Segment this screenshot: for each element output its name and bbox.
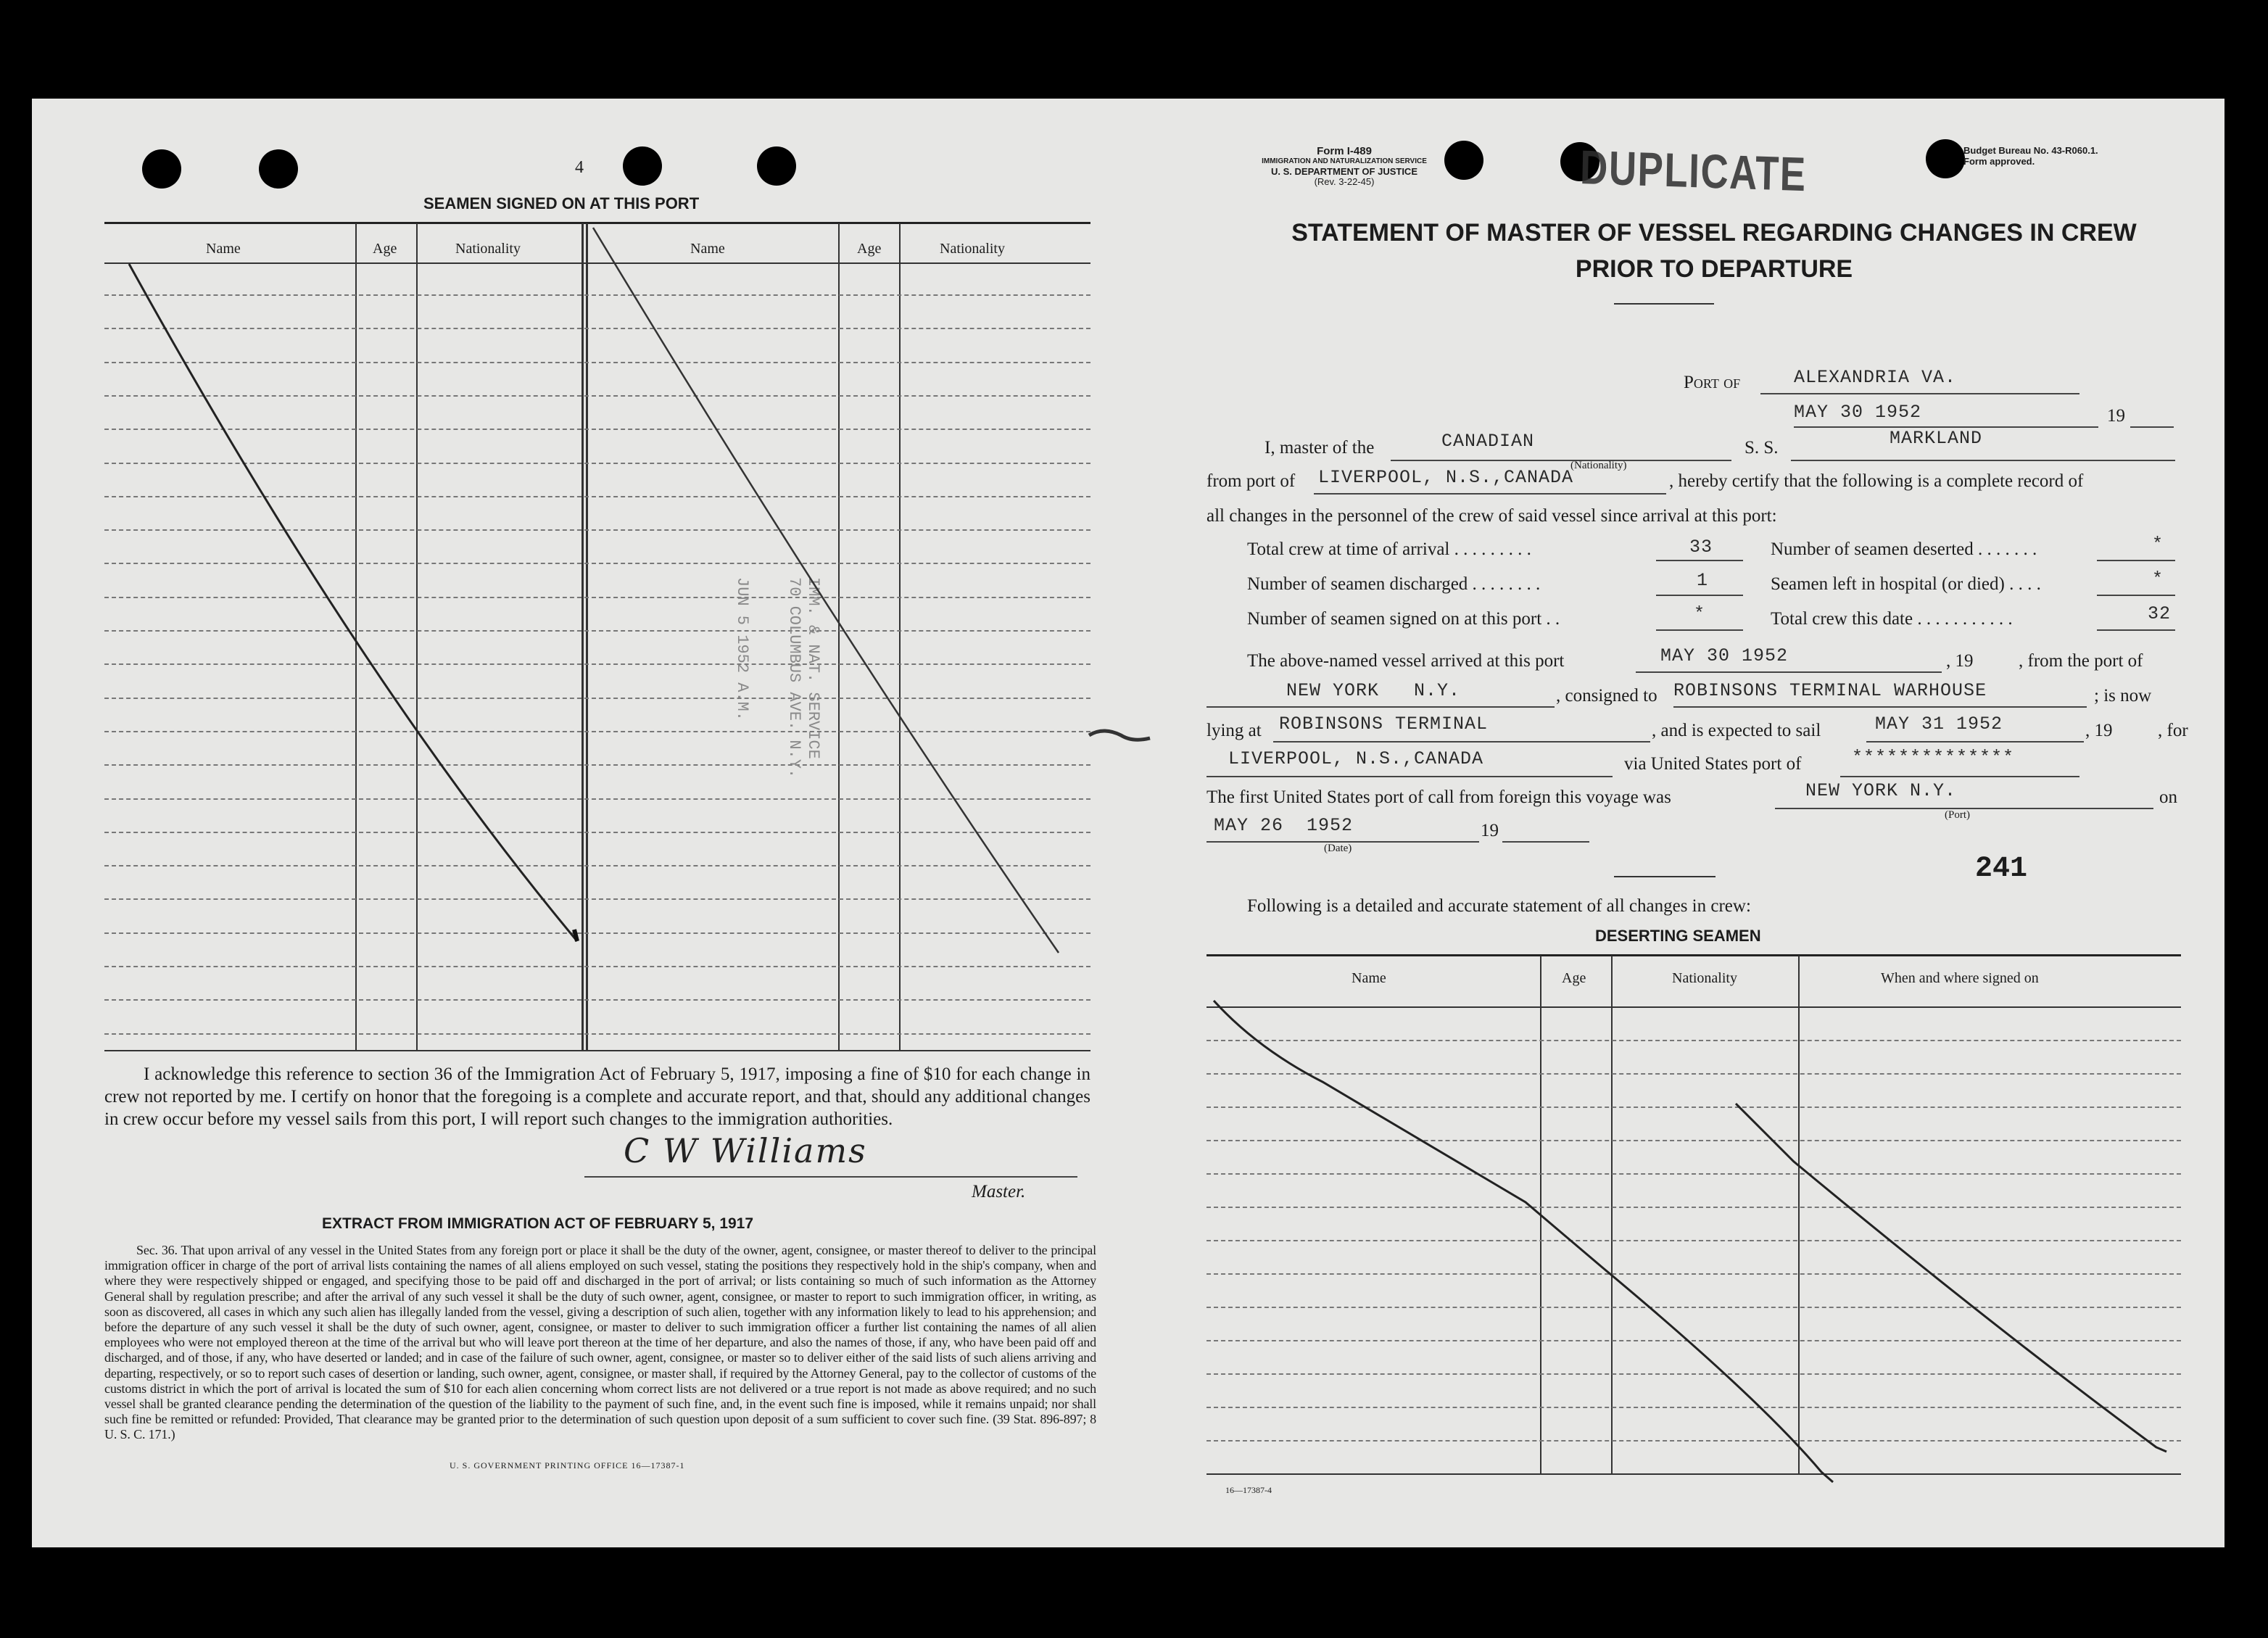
port-caption: (Port) <box>1945 809 1970 821</box>
page-number: 4 <box>575 158 584 177</box>
column-header-name: Name <box>206 241 241 257</box>
stat-value: * <box>2152 568 2164 590</box>
document-sheet <box>32 99 2224 1547</box>
destination: LIVERPOOL, N.S.,CANADA <box>1228 748 1484 769</box>
stat-value: 33 <box>1689 537 1713 558</box>
stat-label: Number of seamen signed on at this port . . <box>1247 609 1560 629</box>
consigned-text: , consigned to <box>1556 686 1657 706</box>
department-line: U. S. DEPARTMENT OF JUSTICE <box>1271 166 1418 177</box>
following-text: Following is a detailed and accurate statement of all changes in crew: <box>1247 896 1751 916</box>
printing-office-line: U. S. GOVERNMENT PRINTING OFFICE 16—17387-1 <box>450 1460 685 1471</box>
arrived-date: MAY 30 1952 <box>1660 645 1789 666</box>
nationality-value: CANADIAN <box>1441 431 1535 452</box>
first-port-value: NEW YORK N.Y. <box>1805 780 1957 801</box>
stat-label: Number of seamen discharged . . . . . . . . <box>1247 574 1541 594</box>
agency-line: IMMIGRATION AND NATURALIZATION SERVICE <box>1262 157 1427 165</box>
year-prefix: 19 <box>1481 821 1499 840</box>
first-port-text: The first United States port of call from foreign this voyage was <box>1207 787 1671 807</box>
ss-label: S. S. <box>1745 438 1779 458</box>
port-label: Port of <box>1684 373 1741 392</box>
cancel-stroke <box>1736 1104 2166 1452</box>
footer-code: 16—17387-4 <box>1225 1485 1272 1495</box>
first-port-date: MAY 26 1952 <box>1214 815 1354 836</box>
certify-text: , hereby certify that the following is a complete record of <box>1669 471 2084 491</box>
stat-value: * <box>1694 603 1706 624</box>
stat-label: Total crew at time of arrival . . . . . . . . . <box>1247 539 1531 559</box>
expected-text: , and is expected to sail <box>1652 721 1821 740</box>
master-signature: C W Williams <box>624 1131 867 1170</box>
year-prefix: 19 <box>2107 406 2125 426</box>
revision-line: (Rev. 3-22-45) <box>1314 176 1375 187</box>
left-page-title: SEAMEN SIGNED ON AT THIS PORT <box>423 194 700 212</box>
via-value: ************** <box>1852 747 2015 768</box>
deserting-header-name: Name <box>1352 970 1386 986</box>
arrived-text: The above-named vessel arrived at this port <box>1247 651 1565 671</box>
column-header-nationality: Nationality <box>455 241 521 257</box>
stamp-line: 70 COLUMBUS AVE. N.Y. <box>785 577 803 779</box>
via-text: via United States port of <box>1624 754 1802 774</box>
stat-label: Number of seamen deserted . . . . . . . <box>1771 539 2037 559</box>
prior-port: NEW YORK N.Y. <box>1286 680 1461 701</box>
master-of-label: I, master of the <box>1265 438 1375 458</box>
extract-title: EXTRACT FROM IMMIGRATION ACT OF FEBRUARY 5, 1917 <box>322 1215 754 1232</box>
port-value: ALEXANDRIA VA. <box>1794 367 1957 388</box>
column-header-nationality: Nationality <box>940 241 1005 257</box>
stat-value: 32 <box>2148 603 2172 624</box>
cancel-strokes-right <box>32 99 2224 1547</box>
for-text: , 19 , for <box>2085 721 2188 740</box>
column-header-name: Name <box>690 241 725 257</box>
from-port-label: from port of <box>1207 471 1296 491</box>
duplicate-stamp: DUPLICATE <box>1579 139 1808 202</box>
is-now-text: ; is now <box>2094 686 2152 706</box>
stat-value: 1 <box>1697 570 1709 591</box>
date-caption: (Date) <box>1324 843 1352 854</box>
date-value: MAY 30 1952 <box>1794 402 1922 423</box>
stat-label: Seamen left in hospital (or died) . . . . <box>1771 574 2041 594</box>
from-the-port-text: , 19 , from the port of <box>1946 651 2143 671</box>
column-header-age: Age <box>857 241 882 257</box>
form-approved: Form approved. <box>1963 156 2035 167</box>
extract-text: Sec. 36. That upon arrival of any vessel in the United States from any foreign port or place it shall be the duty of the owner, agent, consignee, or master thereof to deliver to the principal immigration officer in charge of the port of arrival lists containing the names of all aliens employed on such vessel, stating the positions they respectively hold in the ship's company, when and where they were respectively shipped or engaged, and specifying those to be paid off and discharged in the port of arrival; or lists containing so much of such information as the Attorney General shall by regulation prescribe; and after the arrival of any such vessel it shall be the duty of such owner, agent, consignee, or master to report to such immigration officer, in writing, as soon as discovered, all cases in which any such alien has illegally landed from the vessel, giving a description of such alien, together with any information likely to lead to his apprehension; and before the departure of any such vessel it shall be the duty of such owner, agent, consignee, or master to deliver to such immigration officer a further list containing the names of all alien employees who were not employed thereon at the time of the arrival but who will leave port thereon at the time of her departure, and also the names of those, if any, who have been paid off and discharged, and of those, if any, who have deserted or landed; and in case of the failure of such owner, agent, consignee, or master so to deliver either of the said lists of such aliens arriving and departing, respectively, or so to report such cases of desertion or landing, such owner, agent, consignee, or master shall, if required by the Attorney General, pay to the collector of customs of the customs district in which the port of arrival is located the sum of $10 for each alien concerning whom correct lists are not delivered or a true report is not made as above required; and no such vessel shall be granted clearance pending the determination of the question of the liability to the payment of such fine, and, in the event such fine is imposed, while it remains unpaid; nor shall such fine be remitted or refunded: Provided, That clearance may be granted prior to the determination of such question upon deposit of a sum sufficient to cover such fine. (39 Stat. 896-897; 8 U. S. C. 171.) <box>104 1243 1096 1442</box>
column-header-age: Age <box>373 241 397 257</box>
lying-at-text: lying at <box>1207 721 1262 740</box>
ship-name: MARKLAND <box>1890 428 1983 449</box>
stat-value: * <box>2152 534 2164 555</box>
file-number: 241 <box>1975 853 2028 885</box>
consignee: ROBINSONS TERMINAL WARHOUSE <box>1673 680 1987 701</box>
stat-label: Total crew this date . . . . . . . . . . . <box>1771 609 2013 629</box>
sail-date: MAY 31 1952 <box>1875 713 2003 735</box>
form-number: Form I-489 <box>1317 145 1372 157</box>
deserting-title: DESERTING SEAMEN <box>1595 927 1761 945</box>
stamp-line: JUN 5 1952 A.M. <box>733 577 751 721</box>
form-title: STATEMENT OF MASTER OF VESSEL REGARDING CHANGES IN CREW <box>1291 219 2137 247</box>
nationality-caption: (Nationality) <box>1570 460 1627 471</box>
form-subtitle: PRIOR TO DEPARTURE <box>1575 255 1853 283</box>
stray-mark <box>1089 731 1150 740</box>
cancel-stroke <box>1214 1001 1833 1482</box>
deserting-header-signed-on: When and where signed on <box>1881 970 2039 986</box>
acknowledgment-text: I acknowledge this reference to section 36 of the Immigration Act of February 5, 1917, imposing a fine of $10 for each change in crew not reported by me. I certify on honor that the foregoing is a complete and accurate report, and that, should any additional changes in crew occur before my vessel sails from this port, I will report such changes to the immigration authorities. <box>104 1064 1090 1129</box>
master-label: Master. <box>972 1182 1026 1201</box>
deserting-header-nationality: Nationality <box>1672 970 1737 986</box>
lying-at-value: ROBINSONS TERMINAL <box>1279 713 1489 735</box>
budget-number: Budget Bureau No. 43-R060.1. <box>1963 145 2098 156</box>
on-text: on <box>2159 787 2177 807</box>
from-port-value: LIVERPOOL, N.S.,CANADA <box>1318 467 1574 488</box>
all-changes-text: all changes in the personnel of the crew of said vessel since arrival at this port: <box>1207 506 1777 526</box>
deserting-header-age: Age <box>1562 970 1586 986</box>
stamp-line: IMM. & NAT. SERVICE <box>804 577 822 759</box>
